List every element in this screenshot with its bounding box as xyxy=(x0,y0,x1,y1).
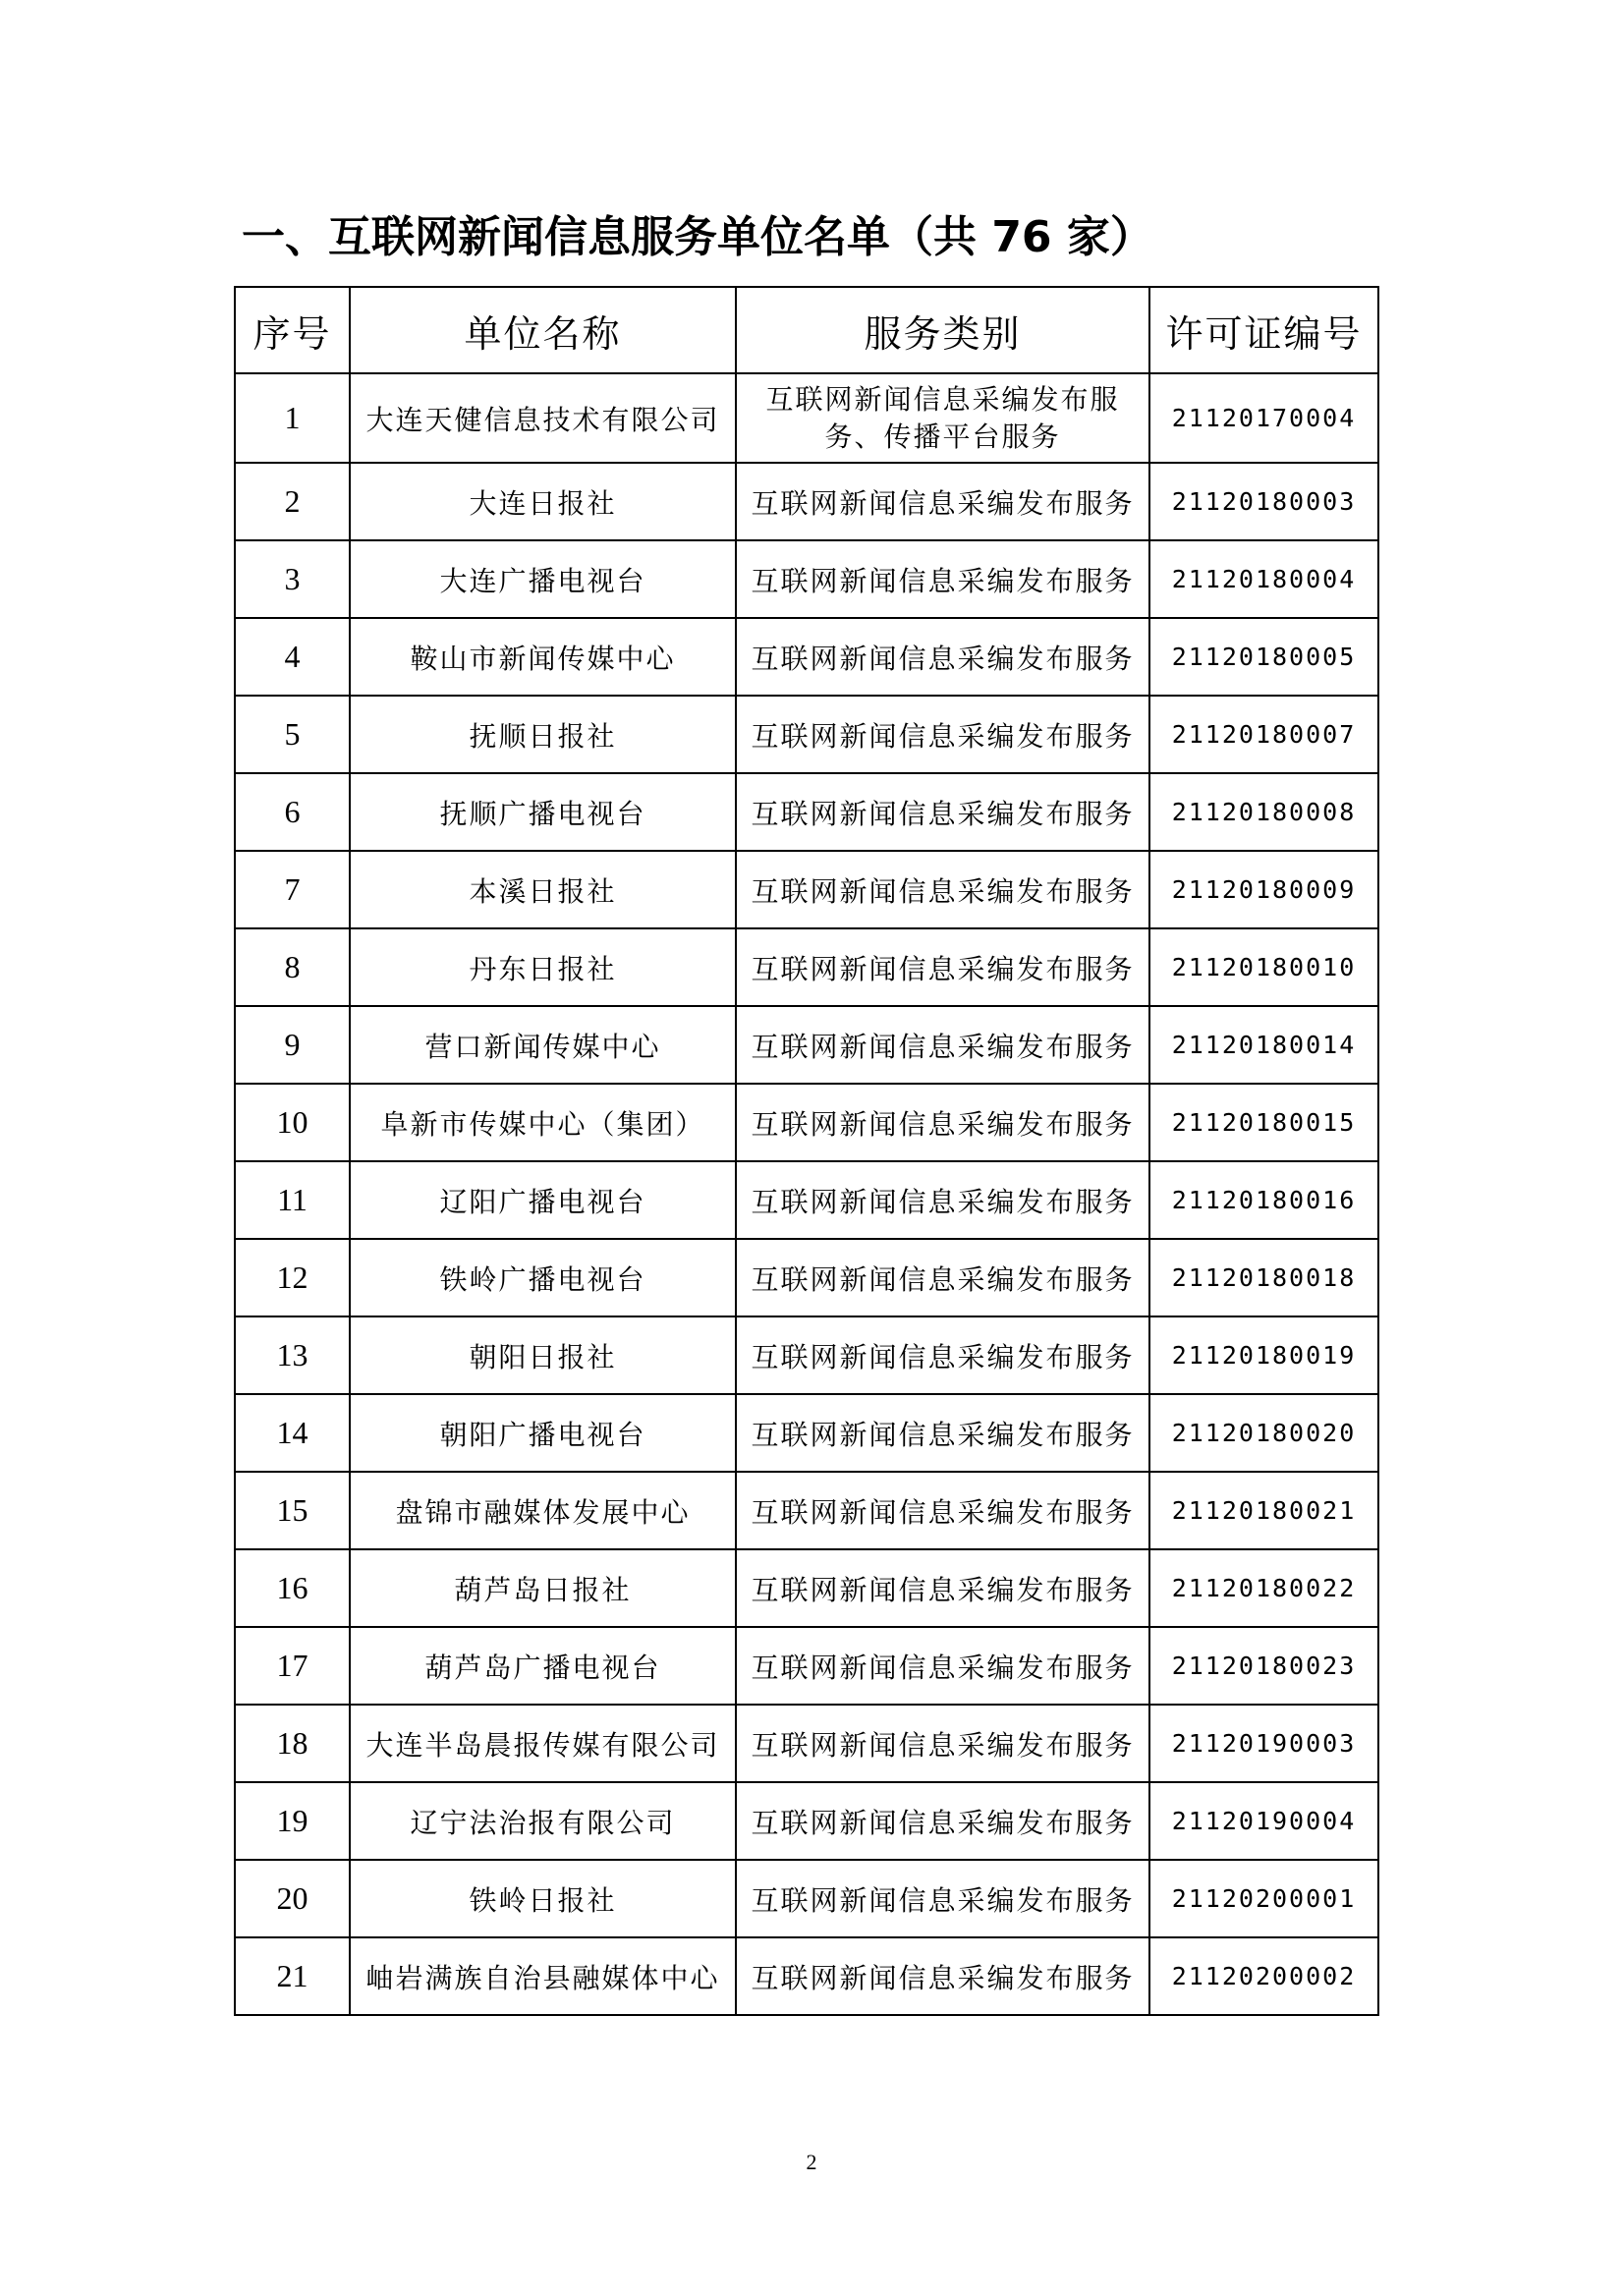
cell-seq: 7 xyxy=(235,851,350,928)
cell-seq: 11 xyxy=(235,1161,350,1239)
header-seq: 序号 xyxy=(235,287,350,373)
cell-seq: 21 xyxy=(235,1937,350,2015)
cell-service-type: 互联网新闻信息采编发布服务 xyxy=(736,463,1149,540)
cell-seq: 5 xyxy=(235,696,350,773)
table-row xyxy=(235,1782,1378,1860)
cell-unit-name: 本溪日报社 xyxy=(350,851,736,928)
cell-license-number: 21120180019 xyxy=(1149,1316,1378,1394)
cell-service-type: 互联网新闻信息采编发布服务 xyxy=(736,1084,1149,1161)
cell-seq: 10 xyxy=(235,1084,350,1161)
table-row xyxy=(235,1627,1378,1705)
table-row xyxy=(235,928,1378,1006)
cell-service-type: 互联网新闻信息采编发布服务 xyxy=(736,618,1149,696)
cell-seq: 17 xyxy=(235,1627,350,1705)
cell-seq: 13 xyxy=(235,1316,350,1394)
cell-seq: 15 xyxy=(235,1472,350,1549)
cell-unit-name: 丹东日报社 xyxy=(350,928,736,1006)
table-row xyxy=(235,1860,1378,1937)
table-row xyxy=(235,1549,1378,1627)
table-row xyxy=(235,1316,1378,1394)
cell-service-type: 互联网新闻信息采编发布服务 xyxy=(736,1394,1149,1472)
table-row xyxy=(235,773,1378,851)
cell-service-type: 互联网新闻信息采编发布服务 xyxy=(736,696,1149,773)
cell-unit-name: 辽阳广播电视台 xyxy=(350,1161,736,1239)
cell-service-type: 互联网新闻信息采编发布服务 xyxy=(736,1705,1149,1782)
cell-unit-name: 大连半岛晨报传媒有限公司 xyxy=(350,1705,736,1782)
cell-license-number: 21120170004 xyxy=(1149,373,1378,463)
cell-service-type: 互联网新闻信息采编发布服务 xyxy=(736,1316,1149,1394)
cell-license-number: 21120190003 xyxy=(1149,1705,1378,1782)
cell-seq: 18 xyxy=(235,1705,350,1782)
cell-seq: 20 xyxy=(235,1860,350,1937)
cell-service-type: 互联网新闻信息采编发布服务 xyxy=(736,540,1149,618)
cell-license-number: 21120180007 xyxy=(1149,696,1378,773)
table-row xyxy=(235,1937,1378,2015)
header-unit-name: 单位名称 xyxy=(350,287,736,373)
cell-seq: 2 xyxy=(235,463,350,540)
table-row xyxy=(235,618,1378,696)
cell-service-type: 互联网新闻信息采编发布服务、传播平台服务 xyxy=(736,373,1149,463)
cell-seq: 12 xyxy=(235,1239,350,1316)
cell-unit-name: 营口新闻传媒中心 xyxy=(350,1006,736,1084)
table-row xyxy=(235,1006,1378,1084)
table-row xyxy=(235,1239,1378,1316)
cell-service-type: 互联网新闻信息采编发布服务 xyxy=(736,1006,1149,1084)
cell-license-number: 21120180020 xyxy=(1149,1394,1378,1472)
table-row xyxy=(235,373,1378,463)
cell-unit-name: 阜新市传媒中心（集团） xyxy=(350,1084,736,1161)
cell-seq: 3 xyxy=(235,540,350,618)
cell-unit-name: 朝阳日报社 xyxy=(350,1316,736,1394)
cell-license-number: 21120180022 xyxy=(1149,1549,1378,1627)
news-service-units-table xyxy=(234,286,1379,2016)
cell-unit-name: 盘锦市融媒体发展中心 xyxy=(350,1472,736,1549)
table-row xyxy=(235,1394,1378,1472)
table-row xyxy=(235,463,1378,540)
cell-license-number: 21120190004 xyxy=(1149,1782,1378,1860)
cell-seq: 16 xyxy=(235,1549,350,1627)
table-row xyxy=(235,1084,1378,1161)
cell-unit-name: 鞍山市新闻传媒中心 xyxy=(350,618,736,696)
cell-service-type: 互联网新闻信息采编发布服务 xyxy=(736,851,1149,928)
cell-license-number: 21120180018 xyxy=(1149,1239,1378,1316)
cell-license-number: 21120180004 xyxy=(1149,540,1378,618)
cell-service-type: 互联网新闻信息采编发布服务 xyxy=(736,1860,1149,1937)
cell-unit-name: 大连天健信息技术有限公司 xyxy=(350,373,736,463)
table-body xyxy=(235,373,1378,2015)
table-header-row xyxy=(235,287,1378,373)
cell-seq: 8 xyxy=(235,928,350,1006)
cell-service-type: 互联网新闻信息采编发布服务 xyxy=(736,1937,1149,2015)
cell-seq: 19 xyxy=(235,1782,350,1860)
cell-license-number: 21120180021 xyxy=(1149,1472,1378,1549)
cell-license-number: 21120180015 xyxy=(1149,1084,1378,1161)
cell-unit-name: 葫芦岛广播电视台 xyxy=(350,1627,736,1705)
cell-unit-name: 抚顺广播电视台 xyxy=(350,773,736,851)
cell-license-number: 21120180014 xyxy=(1149,1006,1378,1084)
cell-license-number: 21120180008 xyxy=(1149,773,1378,851)
cell-seq: 1 xyxy=(235,373,350,463)
cell-license-number: 21120180005 xyxy=(1149,618,1378,696)
table-row xyxy=(235,1472,1378,1549)
cell-service-type: 互联网新闻信息采编发布服务 xyxy=(736,1161,1149,1239)
cell-unit-name: 朝阳广播电视台 xyxy=(350,1394,736,1472)
cell-service-type: 互联网新闻信息采编发布服务 xyxy=(736,1782,1149,1860)
table-row xyxy=(235,540,1378,618)
cell-unit-name: 铁岭日报社 xyxy=(350,1860,736,1937)
cell-unit-name: 大连广播电视台 xyxy=(350,540,736,618)
cell-seq: 6 xyxy=(235,773,350,851)
cell-unit-name: 辽宁法治报有限公司 xyxy=(350,1782,736,1860)
cell-seq: 9 xyxy=(235,1006,350,1084)
cell-license-number: 21120180003 xyxy=(1149,463,1378,540)
cell-unit-name: 抚顺日报社 xyxy=(350,696,736,773)
header-service-type: 服务类别 xyxy=(736,287,1149,373)
cell-service-type: 互联网新闻信息采编发布服务 xyxy=(736,1549,1149,1627)
page-number: 2 xyxy=(806,2150,817,2174)
table-row xyxy=(235,851,1378,928)
header-license-number: 许可证编号 xyxy=(1149,287,1378,373)
table-row xyxy=(235,696,1378,773)
cell-service-type: 互联网新闻信息采编发布服务 xyxy=(736,1239,1149,1316)
cell-unit-name: 大连日报社 xyxy=(350,463,736,540)
cell-license-number: 21120180010 xyxy=(1149,928,1378,1006)
table-row xyxy=(235,1705,1378,1782)
cell-service-type: 互联网新闻信息采编发布服务 xyxy=(736,773,1149,851)
cell-unit-name: 铁岭广播电视台 xyxy=(350,1239,736,1316)
cell-service-type: 互联网新闻信息采编发布服务 xyxy=(736,1627,1149,1705)
cell-license-number: 21120180016 xyxy=(1149,1161,1378,1239)
cell-unit-name: 葫芦岛日报社 xyxy=(350,1549,736,1627)
cell-unit-name: 岫岩满族自治县融媒体中心 xyxy=(350,1937,736,2015)
cell-service-type: 互联网新闻信息采编发布服务 xyxy=(736,1472,1149,1549)
cell-seq: 14 xyxy=(235,1394,350,1472)
cell-license-number: 21120200002 xyxy=(1149,1937,1378,2015)
section-heading: 一、互联网新闻信息服务单位名单（共 76 家） xyxy=(242,212,1153,262)
cell-seq: 4 xyxy=(235,618,350,696)
cell-service-type: 互联网新闻信息采编发布服务 xyxy=(736,928,1149,1006)
table-row xyxy=(235,1161,1378,1239)
cell-license-number: 21120180009 xyxy=(1149,851,1378,928)
cell-license-number: 21120200001 xyxy=(1149,1860,1378,1937)
cell-license-number: 21120180023 xyxy=(1149,1627,1378,1705)
